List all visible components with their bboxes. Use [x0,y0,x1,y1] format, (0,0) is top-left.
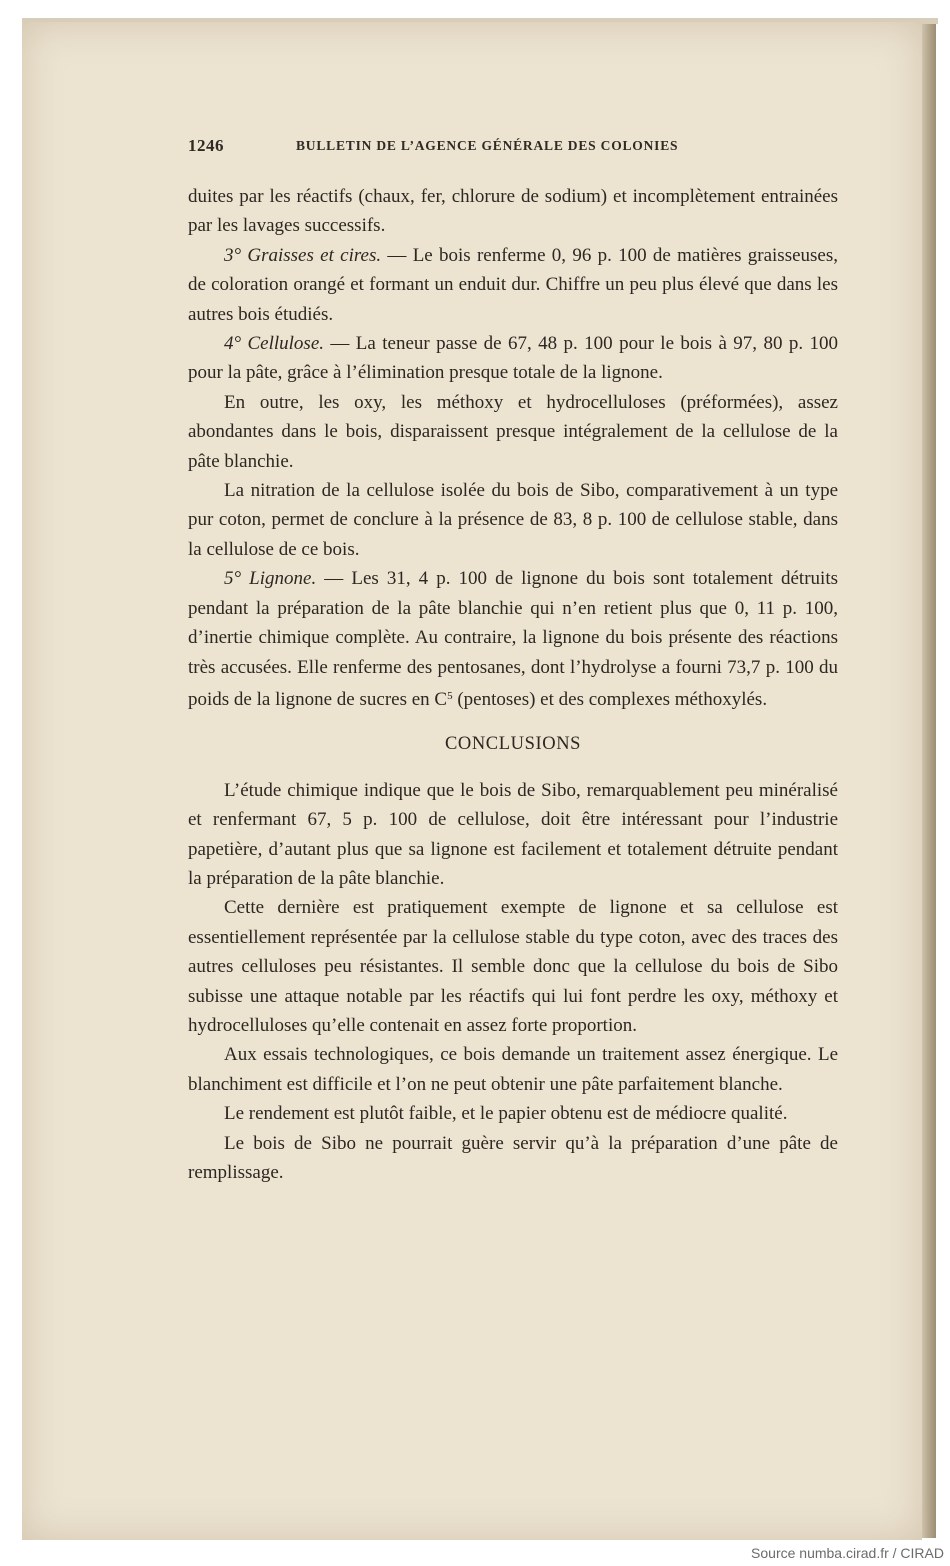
page-number: 1246 [188,136,224,155]
section-label-cellulose: 4° Cellulose. [224,333,325,355]
conclusions-heading: CONCLUSIONS [444,734,582,755]
paragraph-graisses [188,241,838,329]
conclusion-paragraph-4: Le rendement est plutôt faible, et le papier obtenu est de médiocre qualité. [224,1103,788,1125]
section-label-lignone: 5° Lignone. [224,568,317,590]
conclusion-paragraph-3: Aux essais technologiques, ce bois demande un traitement assez énergique. Le blanchiment est difficile et l’on ne peut obtenir une pâte parfaitement blanche. [188,1044,838,1095]
section-label-graisses: 3° Graisses et cires. [224,244,382,266]
conclusion-paragraph-5: Le bois de Sibo ne pourrait guère servir qu’à la préparation d’une pâte de remplissage. [188,1132,838,1183]
conclusion-paragraph-1: L’étude chimique indique que le bois de Sibo, remarquablement peu minéralisé et renfermant 67, 5 p. 100 de cellulose, doit être intéressant pour l’industrie papetière, d’autant plus que sa lignone est facilement et totalement détruite pendant la préparation de la pâte blanchie. [188,779,838,889]
paragraph-cellulose [188,329,838,388]
paragraph-continuation: duites par les réactifs (chaux, fer, chlorure de sodium) et incomplètement entrainées par les lavages successifs. [188,186,838,237]
page-side-edge [922,24,936,1538]
paragraph-lignone-text-b: (pentoses) et des complexes méthoxylés. [452,688,768,710]
source-credit: Source numba.cirad.fr / CIRAD [751,1545,944,1561]
conclusion-paragraph-2: Cette dernière est pratiquement exempte de lignone et sa cellulose est essentiellement représentée par la cellulose stable du type coton, avec des traces des autres celluloses peu résistantes. Il semble donc que la cellulose du bois de Sibo subisse une attaque notable par les réactifs qui lui font perdre les oxy, méthoxy et hydrocelluloses qu’elle contenait en assez forte proportion. [188,897,838,1036]
superscript-five: 5 [447,689,453,702]
paragraph-lignone [188,564,838,714]
paragraph-lignone-text-a: — Les 31, 4 p. 100 de lignone du bois sont totalement détruits pendant la préparation de la pâte blanchie qui n’en retient plus que 0, 11 p. 100, d’inertie chimique complète. Au contraire, la lignone du bois présente des réactions très accusées. Elle renferme des pentosanes, dont l’hydrolyse a fourni 73,7 p. 100 du poids de la lignone de sucres en C [188,568,838,710]
paragraph-oxy: En outre, les oxy, les méthoxy et hydrocelluloses (préformées), assez abondantes dans le bois, disparaissent presque intégralement de la cellulose de la pâte blanchie. [188,391,838,472]
running-head: BULLETIN DE L’AGENCE GÉNÉRALE DES COLONIES [296,138,679,153]
paragraph-graisses-text: — Le bois renferme 0, 96 p. 100 de matières graisseuses, de coloration orangé et formant un enduit dur. Chiffre un peu plus élevé que dans les autres bois étudiés. [188,244,838,325]
paragraph-cellulose-text: — La teneur passe de 67, 48 p. 100 pour le bois à 97, 80 p. 100 pour la pâte, grâce à l’élimination presque totale de la lignone. [188,333,838,384]
page-header [188,136,838,160]
body-text [188,182,838,1187]
paragraph-nitration: La nitration de la cellulose isolée du bois de Sibo, comparativement à un type pur coton, permet de conclure à la présence de 83, 8 p. 100 de cellulose stable, dans la cellulose de ce bois. [188,480,838,560]
